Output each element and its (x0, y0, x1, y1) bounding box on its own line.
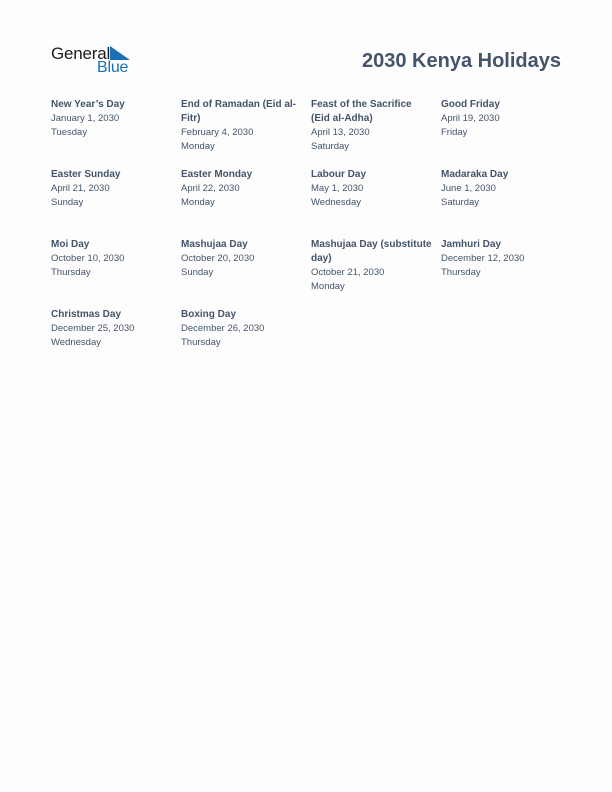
holiday-name: Labour Day (311, 169, 367, 180)
logo-blue-text: Blue (97, 59, 129, 76)
holiday-date: April 21, 2030 (51, 183, 110, 194)
generalblue-logo (51, 44, 141, 78)
holiday-name: End of Ramadan (Eid al-Fitr) (181, 99, 297, 124)
holiday-date: October 20, 2030 (181, 253, 255, 264)
holiday-item (311, 98, 433, 154)
holiday-item (181, 98, 303, 154)
holiday-date: December 26, 2030 (181, 323, 265, 334)
holiday-weekday: Thursday (51, 267, 91, 278)
holiday-item (441, 98, 563, 140)
holiday-item (181, 238, 303, 280)
holiday-weekday: Monday (311, 281, 345, 292)
holiday-name: Feast of the Sacrifice (Eid al-Adha) (311, 99, 412, 124)
holiday-weekday: Sunday (181, 267, 214, 278)
holiday-item (181, 168, 303, 210)
page-title: 2030 Kenya Holidays (362, 50, 561, 72)
holiday-weekday: Sunday (51, 197, 84, 208)
holiday-name: Mashujaa Day (181, 239, 248, 250)
holiday-date: April 19, 2030 (441, 113, 500, 124)
holiday-name: Moi Day (51, 239, 90, 250)
holiday-date: April 22, 2030 (181, 183, 240, 194)
holiday-date: October 10, 2030 (51, 253, 125, 264)
holiday-weekday: Saturday (311, 141, 350, 152)
holiday-item (311, 168, 433, 210)
holiday-date: December 25, 2030 (51, 323, 135, 334)
holiday-weekday: Monday (181, 141, 215, 152)
holiday-weekday: Wednesday (311, 197, 361, 208)
holiday-item (441, 168, 563, 210)
holiday-weekday: Friday (441, 127, 468, 138)
holiday-name: Mashujaa Day (substitute day) (311, 239, 432, 264)
holiday-date: December 12, 2030 (441, 253, 525, 264)
logo-triangle-icon (110, 46, 130, 60)
holiday-item (441, 238, 563, 280)
holiday-weekday: Wednesday (51, 337, 101, 348)
holiday-item (181, 308, 303, 350)
holiday-date: April 13, 2030 (311, 127, 370, 138)
holiday-date: May 1, 2030 (311, 183, 364, 194)
holiday-weekday: Thursday (441, 267, 481, 278)
holiday-name: Good Friday (441, 99, 500, 110)
holiday-weekday: Tuesday (51, 127, 88, 138)
holiday-item (51, 168, 173, 210)
holiday-weekday: Monday (181, 197, 215, 208)
logo-general-text: General (51, 44, 111, 63)
holiday-item (51, 98, 173, 140)
holiday-date: January 1, 2030 (51, 113, 120, 124)
holiday-item (51, 308, 173, 350)
holiday-name: New Year’s Day (51, 99, 125, 110)
holiday-date: June 1, 2030 (441, 183, 496, 194)
holiday-date: February 4, 2030 (181, 127, 254, 138)
holiday-name: Madaraka Day (441, 169, 509, 180)
holiday-name: Christmas Day (51, 309, 122, 320)
holiday-name: Jamhuri Day (441, 239, 502, 250)
holiday-date: October 21, 2030 (311, 267, 385, 278)
holiday-weekday: Thursday (181, 337, 221, 348)
holiday-weekday: Saturday (441, 197, 480, 208)
holiday-name: Easter Sunday (51, 169, 121, 180)
holiday-item (311, 238, 433, 294)
holiday-name: Boxing Day (181, 309, 237, 320)
holiday-item (51, 238, 173, 280)
holiday-name: Easter Monday (181, 169, 253, 180)
